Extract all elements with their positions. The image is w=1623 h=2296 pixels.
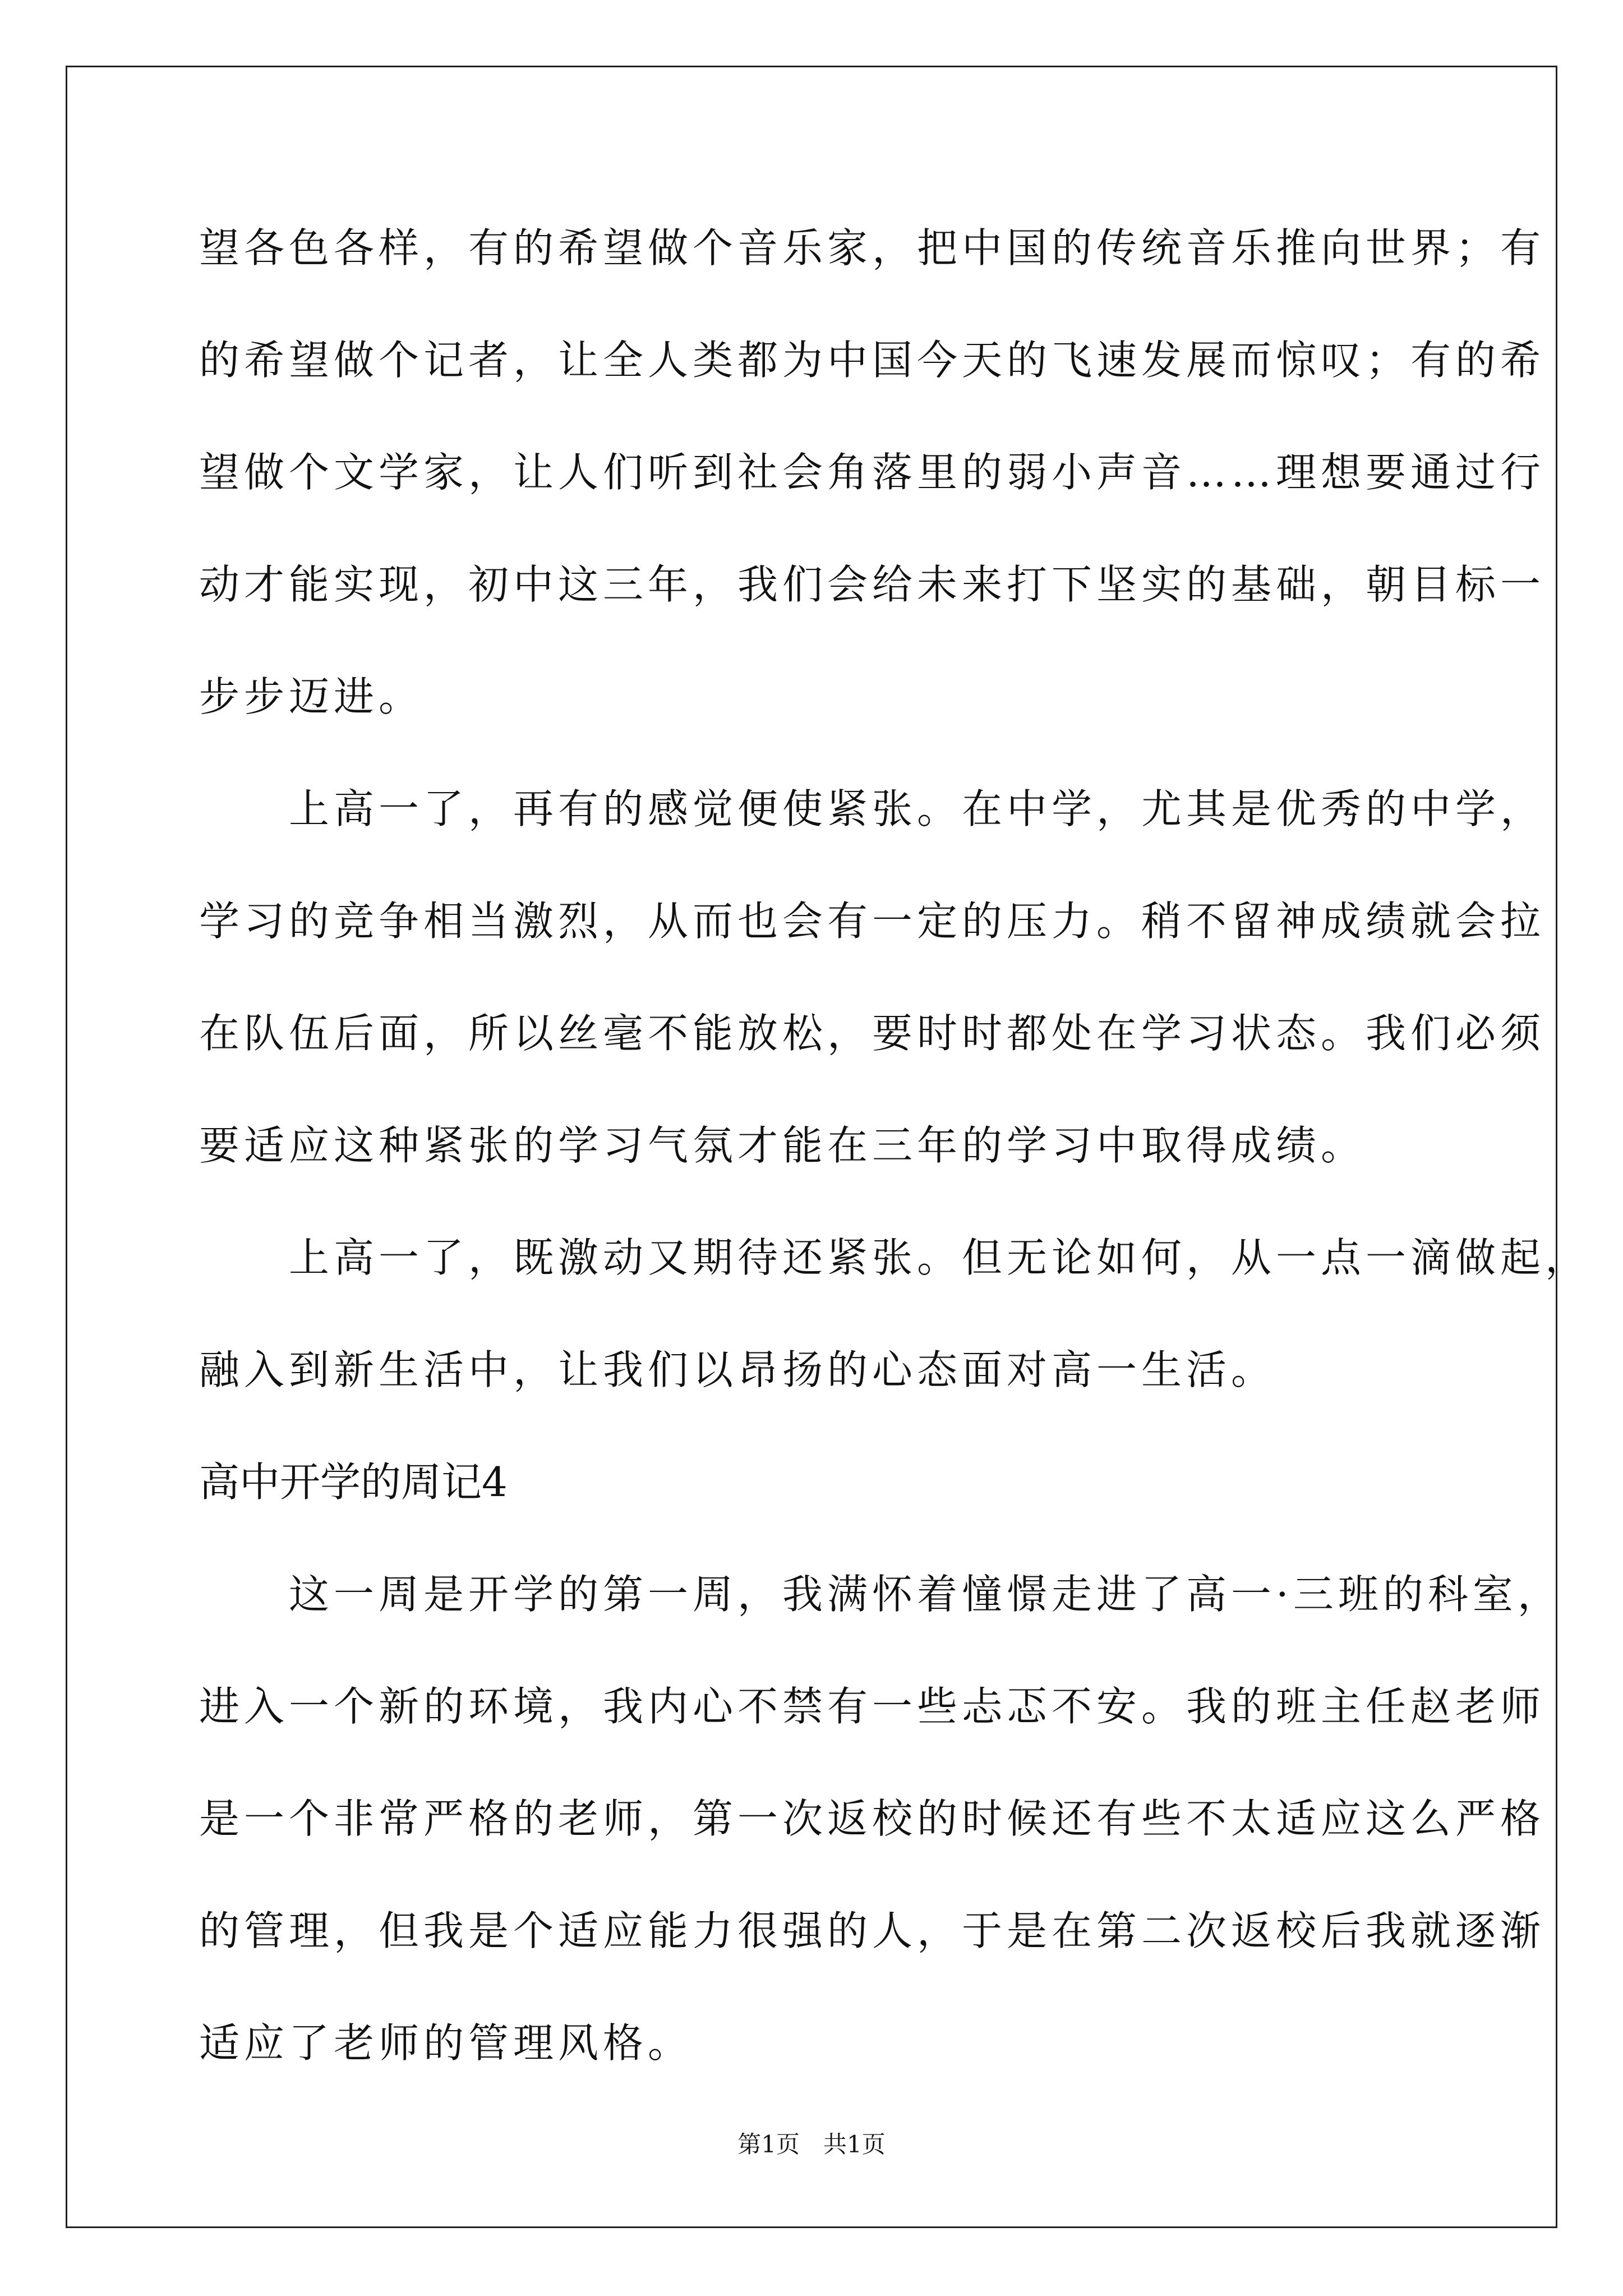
- section-heading: 高中开学的周记4: [199, 1458, 508, 1506]
- body-text-line: 上高一了，既激动又期待还紧张。但无论如何，从一点一滴做起，: [199, 1234, 1590, 1281]
- body-text-line: 要适应这种紧张的学习气氛才能在三年的学习中取得成绩。: [199, 1122, 1366, 1169]
- body-text-line: 的管理，但我是个适应能力很强的人，于是在第二次返校后我就逐渐: [199, 1907, 1546, 1954]
- body-text-line: 在队伍后面，所以丝毫不能放松，要时时都处在学习状态。我们必须: [199, 1010, 1546, 1057]
- body-text-line: 进入一个新的环境，我内心不禁有一些忐忑不安。我的班主任赵老师: [199, 1683, 1546, 1730]
- body-text-line: 望做个文学家，让人们听到社会角落里的弱小声音……理想要通过行: [199, 449, 1546, 496]
- body-text-line: 步步迈进。: [199, 673, 424, 720]
- body-text-line: 融入到新生活中，让我们以昂扬的心态面对高一生活。: [199, 1346, 1276, 1393]
- body-text-line: 上高一了，再有的感觉便使紧张。在中学，尤其是优秀的中学，: [199, 785, 1546, 832]
- body-text-line: 的希望做个记者，让全人类都为中国今天的飞速发展而惊叹；有的希: [199, 337, 1546, 384]
- body-text-line: 适应了老师的管理风格。: [199, 2019, 693, 2067]
- body-text-line: 动才能实现，初中这三年，我们会给未来打下坚实的基础，朝目标一: [199, 561, 1546, 608]
- body-text-line: 望各色各样，有的希望做个音乐家，把中国的传统音乐推向世界；有: [199, 224, 1546, 272]
- body-text-line: 是一个非常严格的老师，第一次返校的时候还有些不太适应这么严格: [199, 1795, 1546, 1842]
- body-text-line: 这一周是开学的第一周，我满怀着憧憬走进了高一·三班的科室，: [199, 1571, 1562, 1618]
- body-text-line: 学习的竞争相当激烈，从而也会有一定的压力。稍不留神成绩就会拉: [199, 898, 1546, 945]
- page-footer: 第1页 共1页: [737, 2131, 886, 2158]
